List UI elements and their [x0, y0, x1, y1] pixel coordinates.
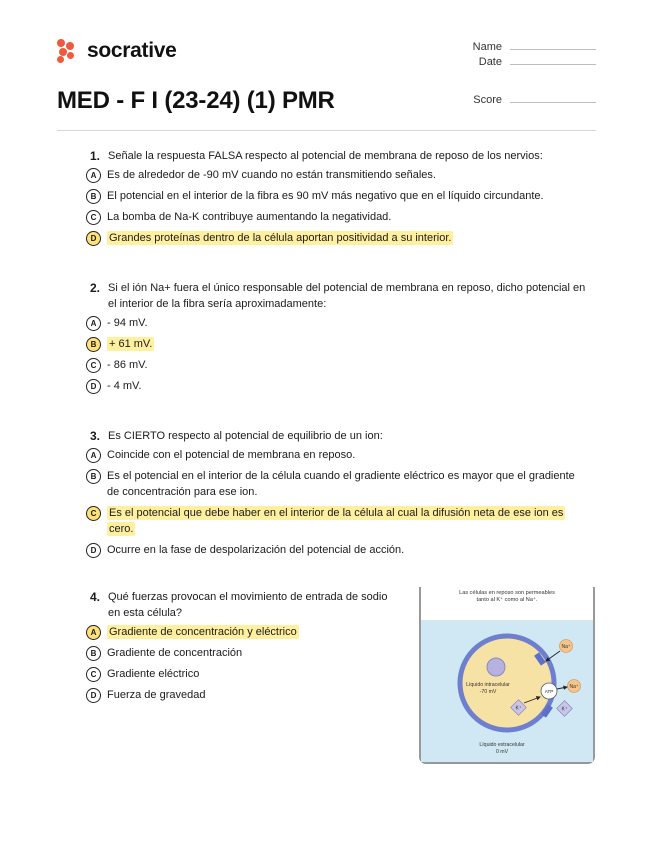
option-text-highlighted: + 61 mV. [109, 338, 153, 350]
question-text: Es CIERTO respecto al potencial de equilibrio de un ion: [108, 430, 383, 442]
option-text: Coincide con el potencial de membrana en reposo. [107, 449, 356, 461]
name-label: Name [472, 41, 502, 53]
option-bubble-selected[interactable]: B [86, 337, 101, 352]
date-field [479, 56, 596, 68]
cell-membrane-figure [418, 585, 596, 765]
question-4 [86, 589, 398, 708]
option-a[interactable] [86, 447, 586, 463]
figure-caption-line2: tanto al K⁺ como al Na⁺. [476, 597, 538, 603]
option-b[interactable] [86, 645, 398, 661]
k-ion-in-label: K⁺ [515, 705, 522, 712]
option-d[interactable] [86, 378, 586, 394]
question-2 [86, 280, 586, 399]
question-number: 2. [90, 281, 101, 295]
option-text: La bomba de Na-K contribuye aumentando la negatividad. [107, 211, 392, 223]
option-c-selected[interactable] [86, 505, 586, 537]
extracellular-label: Líquido extracelular [479, 742, 525, 748]
option-text-highlighted: Es el potencial que debe haber en el interior de la célula al cual la difusión neta de ese ion es cero. [109, 507, 564, 535]
option-text-highlighted: Grandes proteínas dentro de la célula aportan positividad a su interior. [109, 232, 452, 244]
option-bubble[interactable]: B [86, 469, 101, 484]
question-3 [86, 428, 586, 563]
na-ion-out-label: Na⁺ [569, 684, 579, 690]
atp-label: ATP [544, 689, 554, 694]
figure-caption-line1: Las células en reposo son permeables [459, 590, 555, 596]
option-bubble[interactable]: D [86, 688, 101, 703]
option-text: Ocurre en la fase de despolarización del potencial de acción. [107, 544, 405, 556]
option-text: - 4 mV. [107, 380, 142, 392]
na-ion-label: Na⁺ [561, 644, 571, 650]
question-text: Qué fuerzas provocan el movimiento de entrada de sodio en esta célula? [108, 591, 388, 619]
option-text: El potencial en el interior de la fibra es 90 mV más negativo que en el líquido circundante. [107, 190, 544, 202]
question-text: Señale la respuesta FALSA respecto al potencial de membrana de reposo de los nervios: [108, 150, 543, 162]
option-bubble[interactable]: D [86, 543, 101, 558]
option-bubble-selected[interactable]: C [86, 506, 101, 521]
option-text: Gradiente de concentración [107, 647, 243, 659]
option-a-selected[interactable] [86, 624, 398, 640]
option-text: Fuerza de gravedad [107, 689, 206, 701]
option-a[interactable] [86, 167, 586, 183]
option-bubble[interactable]: A [86, 316, 101, 331]
intracellular-label: Líquido intracelular [466, 682, 510, 688]
option-bubble-selected[interactable]: A [86, 625, 101, 640]
option-text: Gradiente eléctrico [107, 668, 200, 680]
option-bubble[interactable]: C [86, 667, 101, 682]
option-bubble[interactable]: C [86, 210, 101, 225]
option-bubble[interactable]: A [86, 168, 101, 183]
page-title: MED - F I (23-24) (1) PMR [57, 87, 335, 114]
option-bubble-selected[interactable]: D [86, 231, 101, 246]
option-bubble[interactable]: B [86, 189, 101, 204]
option-c[interactable] [86, 666, 398, 682]
question-text: Si el ión Na+ fuera el único responsable del potencial de membrana en reposo, dicho potencial en el interior de la fibra sería aproximadamente: [108, 282, 586, 310]
option-b[interactable] [86, 188, 586, 204]
intracellular-potential: -70 mV [479, 689, 497, 695]
name-line [510, 49, 596, 50]
option-text: Es de alrededor de -90 mV cuando no están transmitiendo señales. [107, 169, 436, 181]
socrative-logo [57, 37, 177, 65]
score-label: Score [473, 94, 502, 106]
nucleus [487, 658, 505, 676]
name-field [473, 41, 596, 53]
option-text: - 86 mV. [107, 359, 148, 371]
option-text: - 94 mV. [107, 317, 148, 329]
logo-mark-icon [57, 39, 81, 63]
k-ion-out-label: K⁺ [561, 706, 568, 713]
extracellular-potential: 0 mV [495, 749, 509, 755]
date-line [510, 64, 596, 65]
score-line [510, 102, 596, 103]
option-text: Es el potencial en el interior de la célula cuando el gradiente eléctrico es mayor que el gradiente de concentración para ese ion. [107, 470, 575, 498]
option-c[interactable] [86, 209, 586, 225]
option-bubble[interactable]: D [86, 379, 101, 394]
option-text-highlighted: Gradiente de concentración y eléctrico [109, 626, 297, 638]
option-c[interactable] [86, 357, 586, 373]
question-number: 4. [90, 590, 101, 604]
option-bubble[interactable]: A [86, 448, 101, 463]
option-a[interactable] [86, 315, 586, 331]
option-d-selected[interactable] [86, 230, 586, 246]
question-1 [86, 148, 586, 251]
option-b-selected[interactable] [86, 336, 586, 352]
option-d[interactable] [86, 542, 586, 558]
question-number: 3. [90, 429, 101, 443]
option-b[interactable] [86, 468, 586, 500]
date-label: Date [478, 56, 502, 68]
option-d[interactable] [86, 687, 398, 703]
question-number: 1. [90, 149, 101, 163]
option-bubble[interactable]: C [86, 358, 101, 373]
header-divider [57, 130, 596, 131]
score-field [473, 94, 596, 106]
brand-name: socrative [87, 39, 177, 62]
option-bubble[interactable]: B [86, 646, 101, 661]
